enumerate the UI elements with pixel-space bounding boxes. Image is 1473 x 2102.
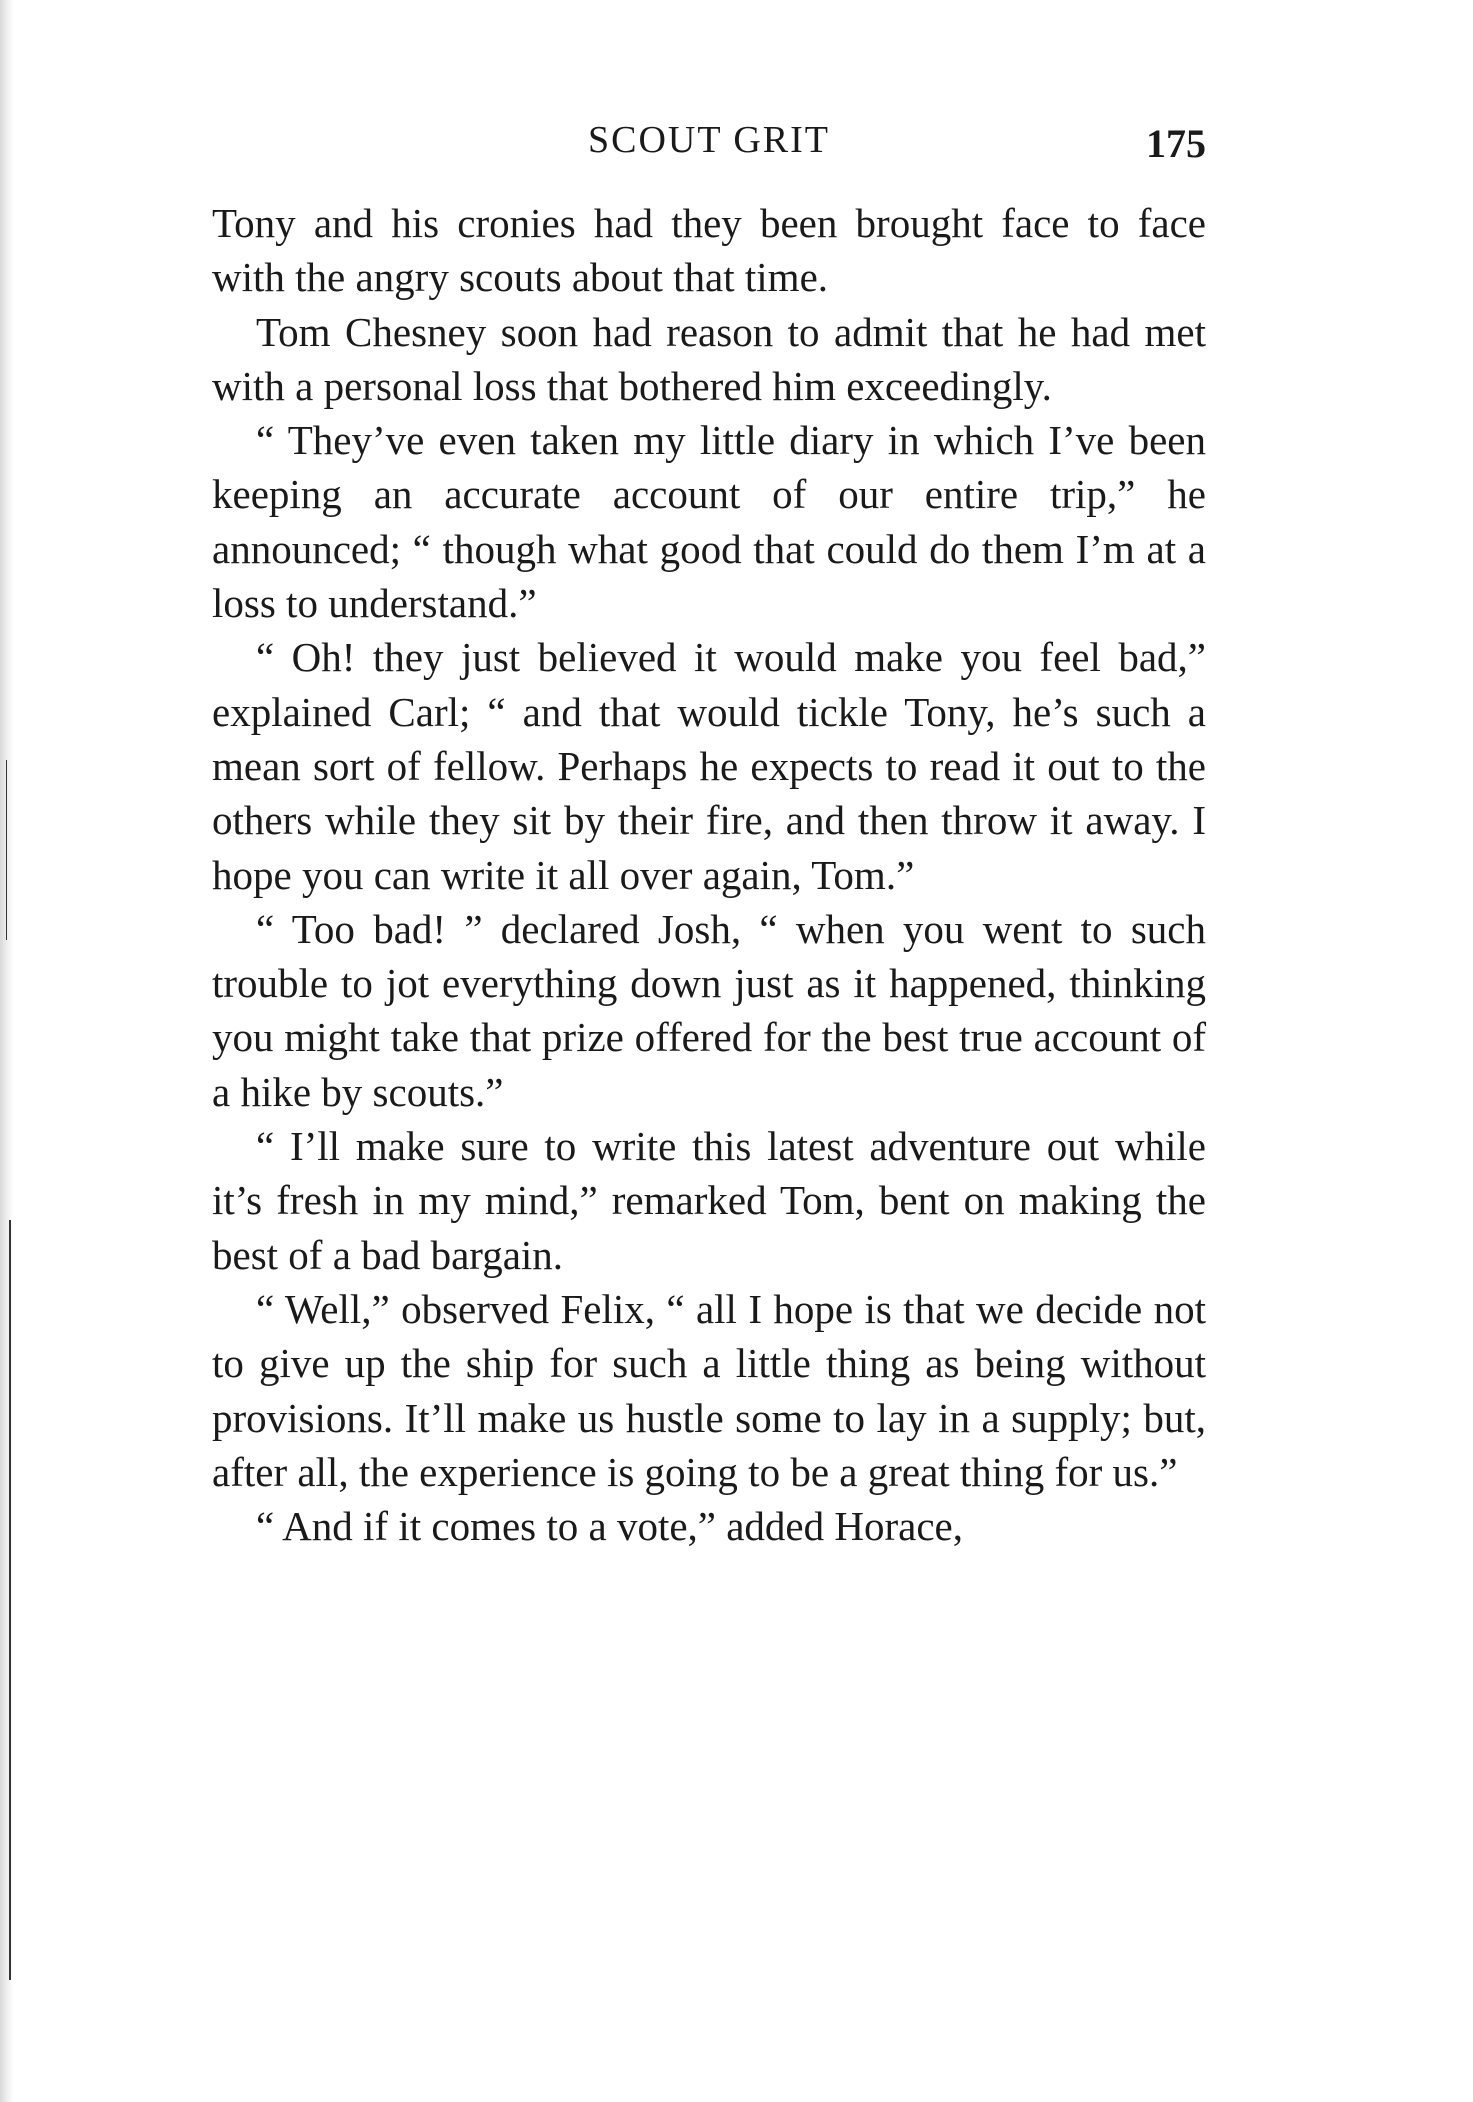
body-text xyxy=(212,196,1206,1553)
paragraph: “ Too bad! ” declared Josh, “ when you went to such trouble to jot everything down just as it happened, thinking you might take that prize offered for the best true account of a hike by scouts.” xyxy=(212,905,1206,1115)
paragraph: “ They’ve even taken my little diary in which I’ve been keeping an accurate account of our entire trip,” he announced; “ though what good that could do them I’m at a loss to understand.” xyxy=(212,417,1206,627)
binding-mark xyxy=(9,1220,11,1980)
page-number: 175 xyxy=(1146,121,1206,166)
running-head: SCOUT GRIT xyxy=(587,119,831,161)
paragraph: “ Well,” observed Felix, “ all I hope is that we decide not to give up the ship for such a little thing as being without provisions. It’ll make us hustle some to lay in a supply; but, after all, the experience is going to be a great thing for us.” xyxy=(212,1285,1206,1495)
paragraph: “ And if it comes to a vote,” added Horace, xyxy=(256,1503,963,1550)
binding-mark xyxy=(6,760,7,940)
page-binding-shadow xyxy=(0,0,14,2102)
paragraph: “ Oh! they just believed it would make you feel bad,” explained Carl; “ and that would tickle Tony, he’s such a mean sort of fellow. Perhaps he expects to read it out to the others while they sit by their fire, and then throw it away. I hope you can write it all over again, Tom.” xyxy=(212,634,1206,898)
paragraph: “ I’ll make sure to write this latest adventure out while it’s fresh in my mind,” remarked Tom, bent on making the best of a bad bargain. xyxy=(212,1123,1206,1278)
paragraph: Tony and his cronies had they been brought face to face with the angry scouts about that time. xyxy=(212,200,1206,301)
page-header xyxy=(212,118,1206,178)
paragraph: Tom Chesney soon had reason to admit that he had met with a personal loss that bothered him exceedingly. xyxy=(212,308,1206,409)
